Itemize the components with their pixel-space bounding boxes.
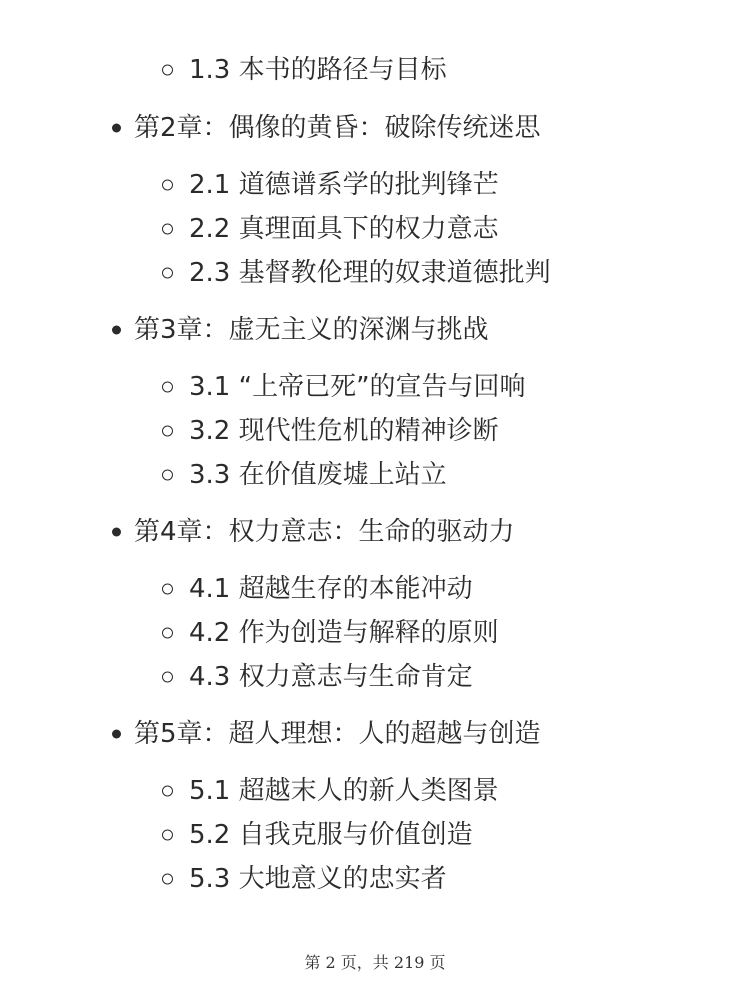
toc-item-label: 1.3 本书的路径与目标 bbox=[189, 55, 447, 85]
hollow-circle-bullet-icon bbox=[162, 268, 173, 279]
filled-dot-bullet-icon bbox=[112, 730, 121, 739]
toc-item-label: 5.3 大地意义的忠实者 bbox=[189, 864, 447, 894]
hollow-circle-bullet-icon bbox=[162, 470, 173, 481]
toc-item-label: 3.1 “上帝已死”的宣告与回响 bbox=[189, 372, 526, 402]
toc-item-label: 4.3 权力意志与生命肯定 bbox=[189, 662, 473, 692]
hollow-circle-bullet-icon bbox=[162, 874, 173, 885]
hollow-circle-bullet-icon bbox=[162, 426, 173, 437]
hollow-circle-bullet-icon bbox=[162, 672, 173, 683]
hollow-circle-bullet-icon bbox=[162, 382, 173, 393]
toc-item-label: 2.3 基督教伦理的奴隶道德批判 bbox=[189, 258, 551, 288]
page-number-footer: 第 2 页，共 219 页 bbox=[304, 953, 446, 972]
hollow-circle-bullet-icon bbox=[162, 65, 173, 76]
filled-dot-bullet-icon bbox=[112, 124, 121, 133]
toc-item-label: 第4章：权力意志：生命的驱动力 bbox=[134, 517, 515, 547]
hollow-circle-bullet-icon bbox=[162, 180, 173, 191]
toc-item-label: 第2章：偶像的黄昏：破除传统迷思 bbox=[134, 113, 541, 143]
toc-item-label: 第5章：超人理想：人的超越与创造 bbox=[134, 719, 541, 749]
hollow-circle-bullet-icon bbox=[162, 628, 173, 639]
toc-item-label: 4.2 作为创造与解释的原则 bbox=[189, 618, 499, 648]
toc-item-label: 2.2 真理面具下的权力意志 bbox=[189, 214, 499, 244]
hollow-circle-bullet-icon bbox=[162, 584, 173, 595]
toc-item-label: 5.1 超越末人的新人类图景 bbox=[189, 776, 499, 806]
toc-item-label: 5.2 自我克服与价值创造 bbox=[189, 820, 473, 850]
toc-item-label: 3.3 在价值废墟上站立 bbox=[189, 460, 447, 490]
toc-item-label: 3.2 现代性危机的精神诊断 bbox=[189, 416, 499, 446]
hollow-circle-bullet-icon bbox=[162, 830, 173, 841]
filled-dot-bullet-icon bbox=[112, 326, 121, 335]
hollow-circle-bullet-icon bbox=[162, 224, 173, 235]
toc-item-label: 2.1 道德谱系学的批判锋芒 bbox=[189, 170, 499, 200]
filled-dot-bullet-icon bbox=[112, 528, 121, 537]
hollow-circle-bullet-icon bbox=[162, 786, 173, 797]
toc-item-label: 第3章：虚无主义的深渊与挑战 bbox=[134, 315, 489, 345]
toc-item-label: 4.1 超越生存的本能冲动 bbox=[189, 574, 473, 604]
